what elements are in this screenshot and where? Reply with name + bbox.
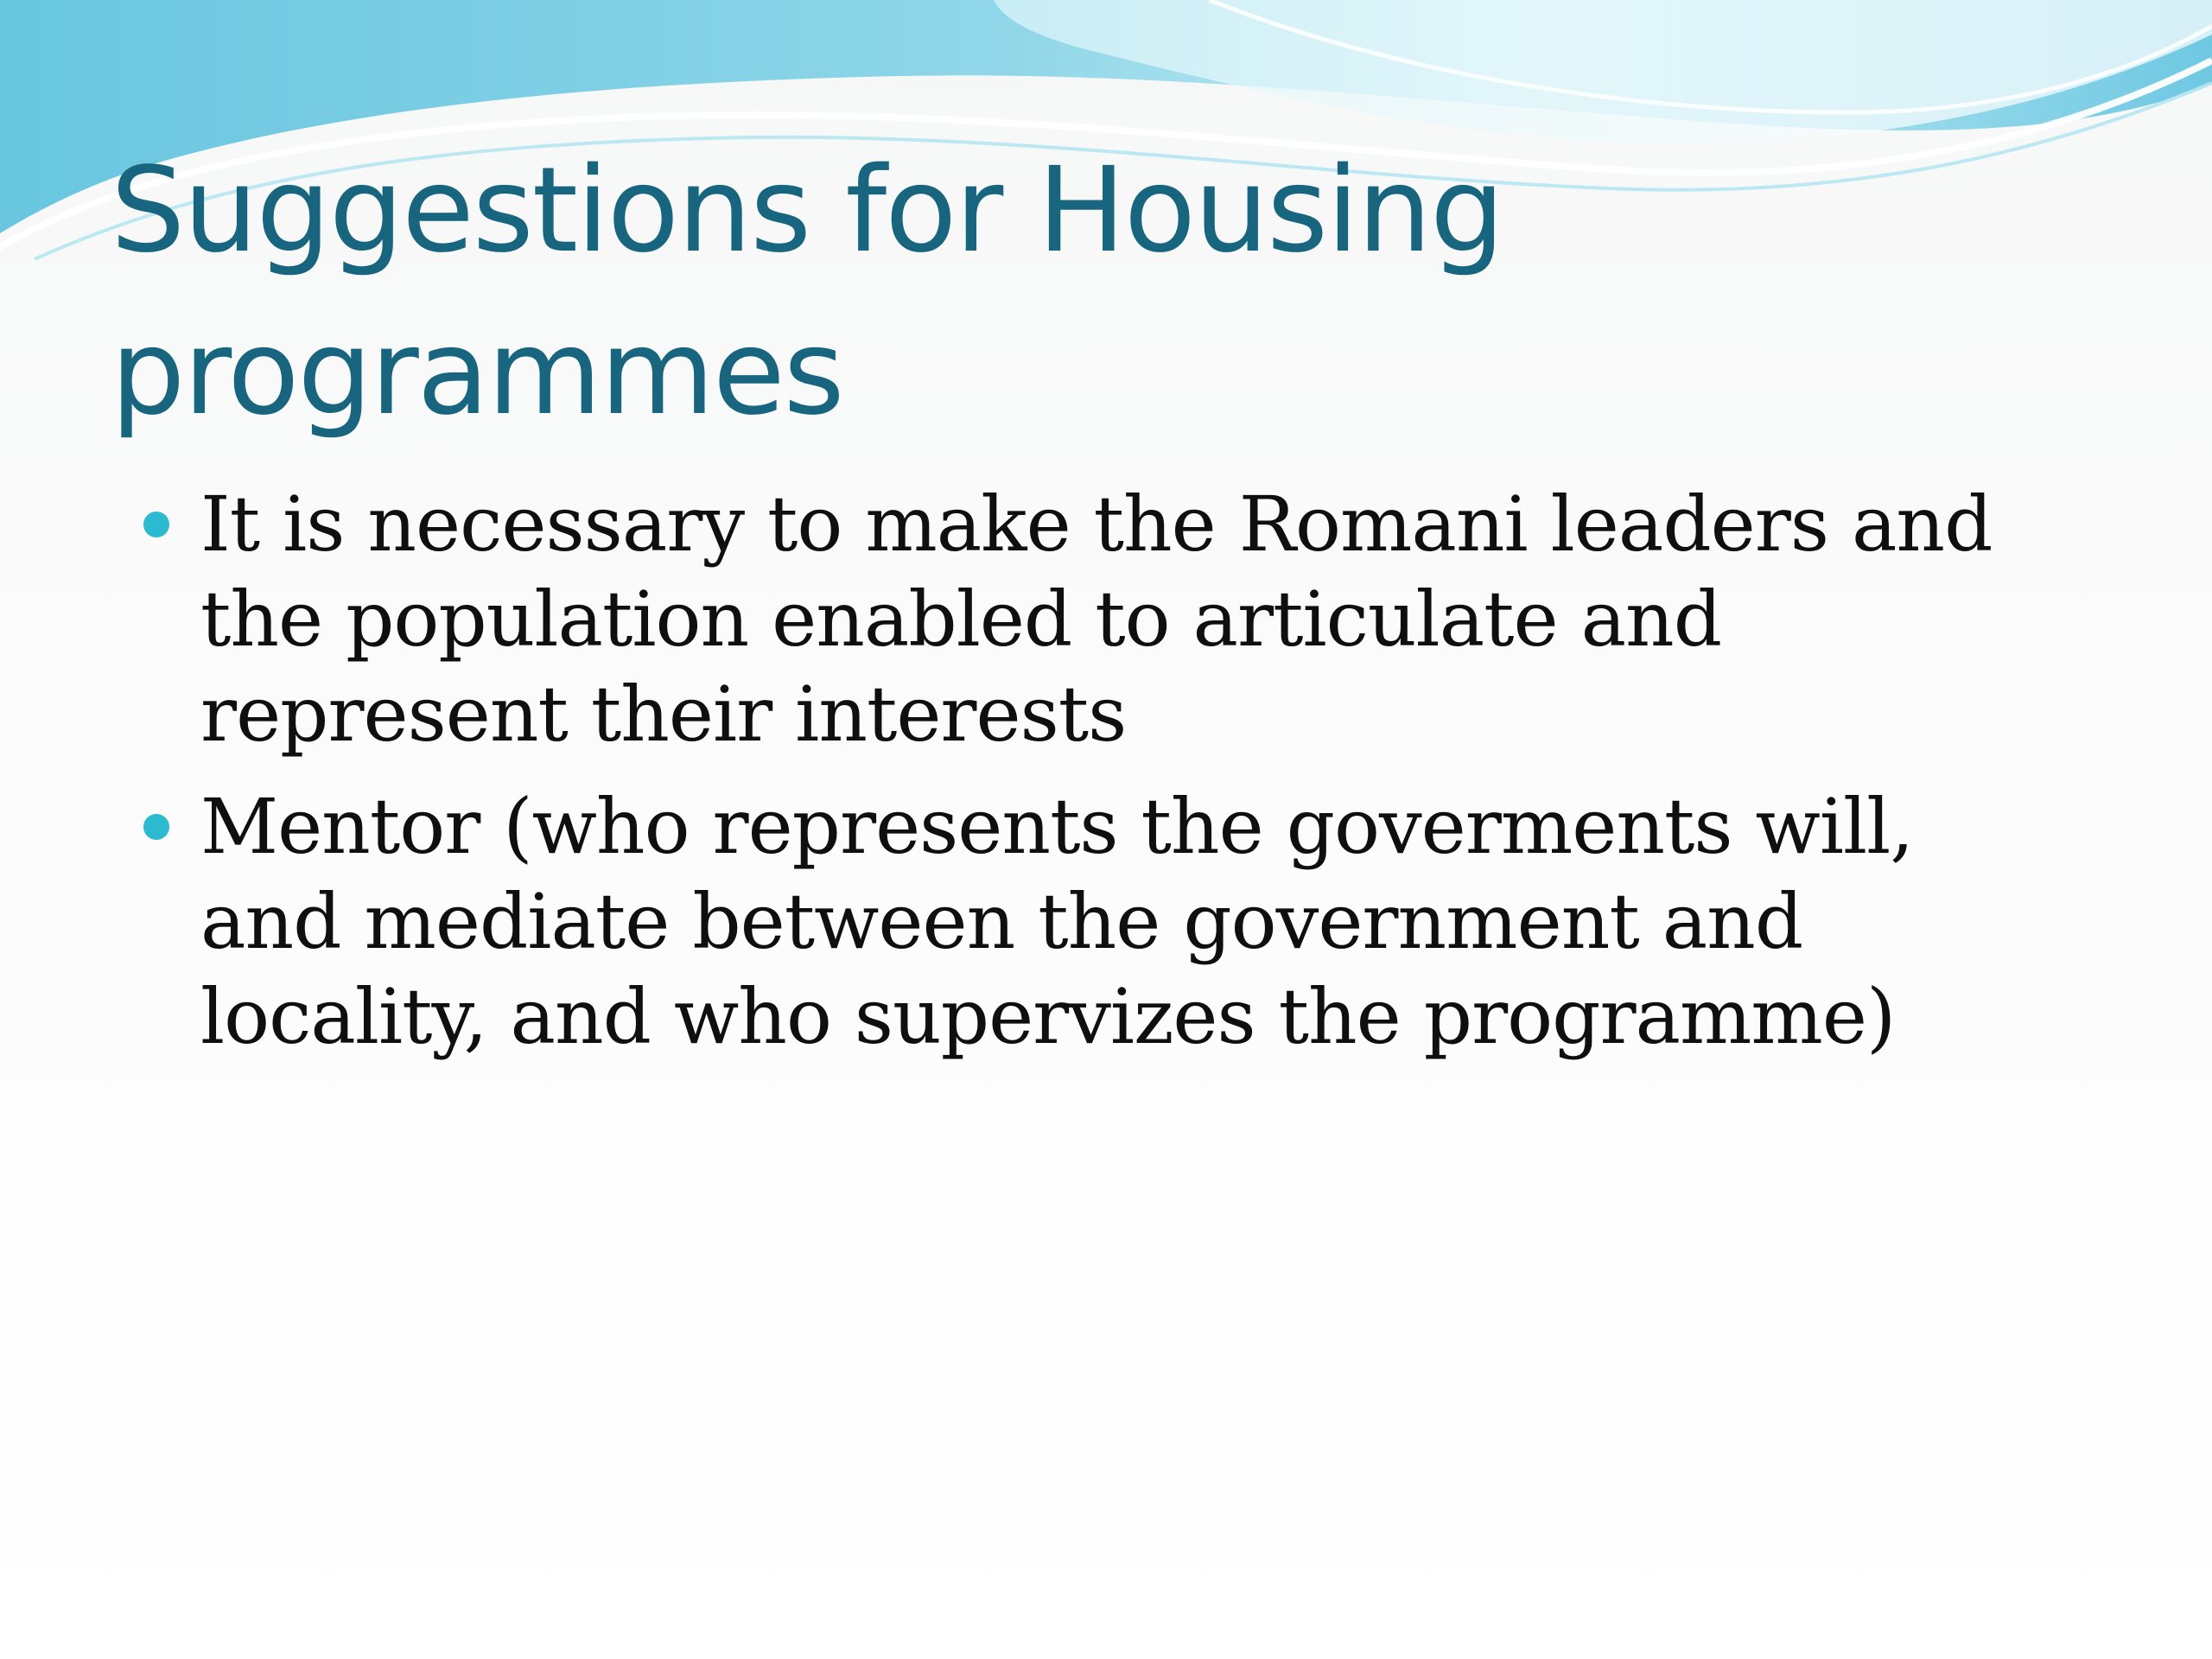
slide-title: Suggestions for Housing programmes bbox=[111, 143, 1503, 442]
bullet-item bbox=[138, 779, 2074, 1065]
bullet-list bbox=[138, 477, 2074, 1082]
bullet-dot-icon bbox=[143, 814, 169, 840]
bullet-text: Mentor (who represents the goverments will, and mediate between the government and locality, and who supervizes the programme) bbox=[200, 782, 1914, 1061]
bullet-text: It is necessary to make the Romani leaders and the population enabled to articulate and represent their interests bbox=[200, 480, 1993, 759]
bullet-dot-icon bbox=[143, 512, 169, 537]
bullet-item bbox=[138, 477, 2074, 762]
